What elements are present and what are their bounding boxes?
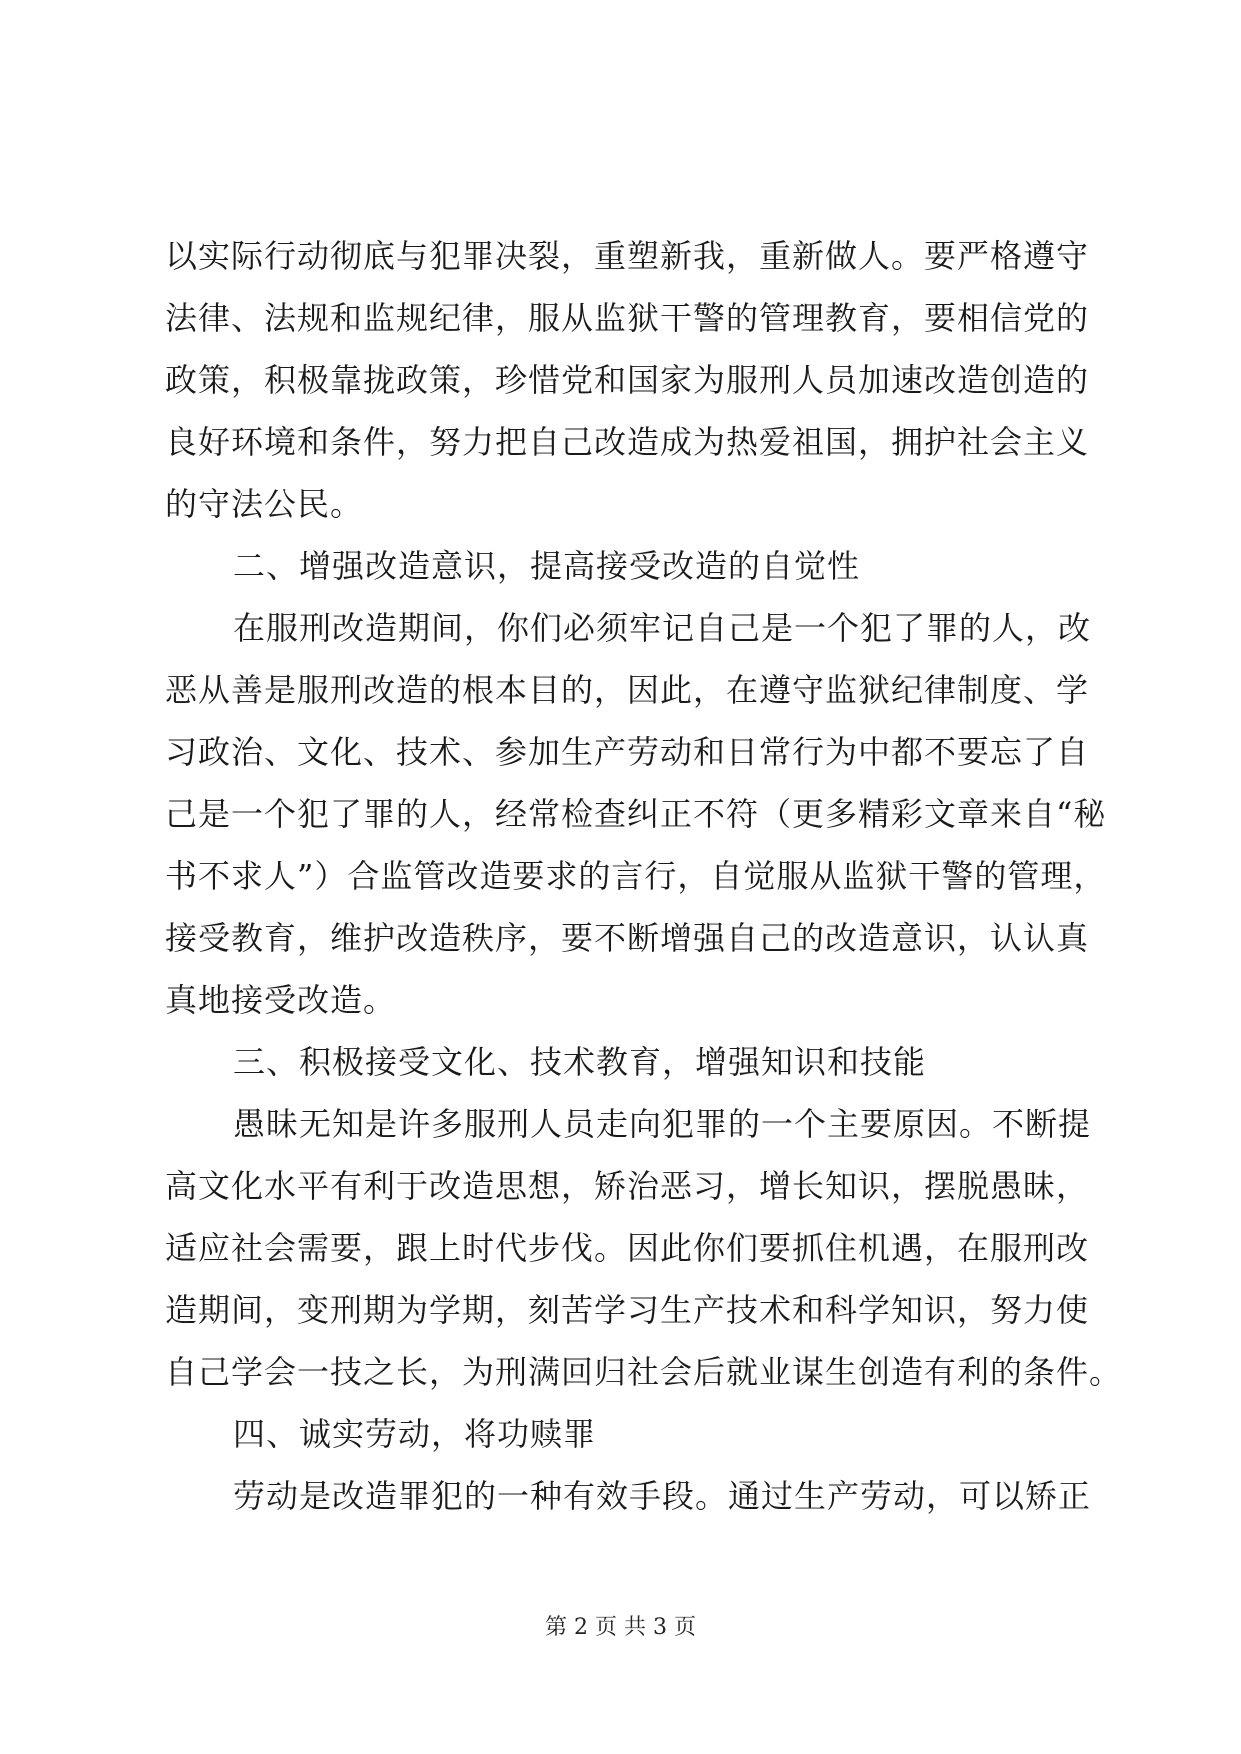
document-body [165, 225, 1123, 1527]
text-line: 己是一个犯了罪的人，经常检查纠正不符（更多精彩文章来自“秘 [165, 795, 1107, 833]
text-line: 恶从善是服刑改造的根本目的，因此，在遵守监狱纪律制度、学 [165, 671, 1090, 709]
text-line: 以实际行动彻底与犯罪决裂，重塑新我，重新做人。要严格遵守 [165, 237, 1090, 275]
text-line: 书不求人”）合监管改造要求的言行，自觉服从监狱干警的管理， [165, 857, 1107, 895]
text-line: 在服刑改造期间，你们必须牢记自己是一个犯了罪的人，改 [233, 609, 1092, 647]
text-line: 造期间，变刑期为学期，刻苦学习生产技术和科学知识，努力使 [165, 1291, 1090, 1329]
section-heading: 三、积极接受文化、技术教育，增强知识和技能 [233, 1043, 927, 1081]
text-line: 良好环境和条件，努力把自己改造成为热爱祖国，拥护社会主义 [165, 423, 1090, 461]
text-line: 政策，积极靠拢政策，珍惜党和国家为服刑人员加速改造创造的 [165, 361, 1090, 399]
section-heading: 二、增强改造意识，提高接受改造的自觉性 [233, 547, 861, 585]
text-line: 习政治、文化、技术、参加生产劳动和日常行为中都不要忘了自 [165, 733, 1090, 771]
text-line: 劳动是改造罪犯的一种有效手段。通过生产劳动，可以矫正 [233, 1477, 1092, 1515]
text-line: 的守法公民。 [165, 485, 364, 523]
text-line: 适应社会需要，跟上时代步伐。因此你们要抓住机遇，在服刑改 [165, 1229, 1090, 1267]
text-line: 愚昧无知是许多服刑人员走向犯罪的一个主要原因。不断提 [233, 1105, 1092, 1143]
text-line: 高文化水平有利于改造思想，矫治恶习，增长知识，摆脱愚昧， [165, 1167, 1090, 1205]
page-number-text: 第 2 页 共 3 页 [545, 1615, 696, 1640]
text-line: 法律、法规和监规纪律，服从监狱干警的管理教育，要相信党的 [165, 299, 1090, 337]
page-footer [0, 1610, 1241, 1641]
text-line: 自己学会一技之长，为刑满回归社会后就业谋生创造有利的条件。 [165, 1353, 1123, 1391]
text-line: 接受教育，维护改造秩序，要不断增强自己的改造意识，认认真 [165, 919, 1090, 957]
section-heading: 四、诚实劳动，将功赎罪 [233, 1415, 597, 1453]
text-line: 真地接受改造。 [165, 981, 397, 1019]
